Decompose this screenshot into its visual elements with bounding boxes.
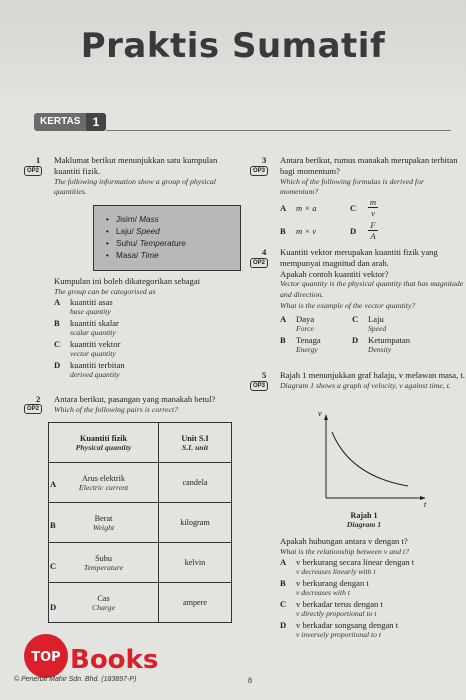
question-text: Rajah 1 menunjukkan graf halaju, v melawan masa, t.: [280, 370, 465, 380]
info-box: [93, 205, 241, 271]
col-header-quantity: Kuantiti fizik Physical quantity: [49, 423, 159, 463]
question-number: 1: [36, 155, 41, 165]
publisher-credit: © Penerbit Mahir Sdn. Bhd. (183897-P): [14, 676, 137, 683]
prompt-text: Apakah hubungan antara v dengan t?: [280, 536, 408, 546]
op-badge: OP2: [250, 258, 268, 268]
page-number: 8: [248, 676, 252, 685]
question-text: Antara berikut, rumus manakah merupakan terbitan bagi momentum?: [280, 155, 458, 176]
question-text: Maklumat berikut menunjukkan satu kumpulan kuantiti fizik.: [54, 155, 218, 176]
page-title: Praktis Sumatif: [80, 26, 386, 66]
op-badge: OP3: [250, 166, 268, 176]
diagram-caption: Rajah 1 Diagram 1: [346, 511, 382, 529]
question-text-en: Diagram 1 shows a graph of velocity, v against time, t.: [280, 380, 451, 390]
table-row[interactable]: Arus elektrik Electric current candela: [49, 463, 232, 503]
v-t-curve: [332, 432, 408, 486]
question-text-en-2: What is the example of the vector quantity?: [280, 300, 416, 310]
table-row[interactable]: Berat Weight kilogram: [49, 503, 232, 543]
prompt-text-en: What is the relationship between v and t?: [280, 546, 409, 556]
row-letter: C: [50, 561, 57, 571]
question-number: 4: [262, 247, 267, 257]
prompt-text: Kumpulan ini boleh dikategorikan sebagai: [54, 276, 201, 286]
question-text-en: Which of the following formulas is derived for momentum?: [280, 176, 425, 197]
question-number: 3: [262, 155, 267, 165]
question-text-en: The following information show a group of physical quantities.: [54, 176, 216, 197]
x-axis-label: t: [424, 500, 427, 509]
prompt-text-en: The group can be categorised as: [54, 286, 156, 296]
question-text: Antara berikut, pasangan yang manakah betul?: [54, 394, 216, 404]
row-letter: D: [50, 602, 57, 612]
col-header-unit: Unit S.I S.I. unit: [159, 423, 232, 463]
section-tab: [34, 113, 106, 131]
info-item: • Suhu/ Temperature: [106, 238, 186, 250]
y-axis-arrow: [324, 414, 328, 420]
question-text-en: Which of the following pairs is correct?: [54, 404, 179, 414]
question-number: 5: [262, 370, 267, 380]
question-text: Kuantiti vektor merupakan kuantiti fizik yang mempunyai magnitud dan arah.: [280, 247, 438, 268]
logo-badge-text: TOP: [31, 650, 61, 665]
table-row[interactable]: Suhu Temperature kelvin: [49, 543, 232, 583]
op-badge: OP3: [250, 381, 268, 391]
option-d[interactable]: D F A: [350, 220, 390, 244]
table-row[interactable]: Cas Charge ampere: [49, 583, 232, 623]
logo-text: Books: [70, 645, 159, 675]
info-item: • Masa/ Time: [106, 250, 186, 262]
question-number: 2: [36, 394, 41, 404]
option-c[interactable]: C m v: [350, 197, 377, 218]
velocity-time-graph: [312, 410, 432, 510]
question-1-prompt: [54, 276, 244, 298]
row-letter: B: [50, 520, 56, 530]
info-item: • Jisim/ Mass: [106, 214, 186, 226]
section-label: KERTAS: [40, 116, 81, 127]
question-text-2: Apakah contoh kuantiti vektor?: [280, 268, 389, 279]
question-5-prompt: [280, 536, 460, 558]
y-axis-label: v: [318, 410, 322, 418]
row-letter: A: [50, 479, 57, 489]
op-badge: OP2: [24, 404, 42, 414]
answer-table: [48, 422, 232, 623]
info-item: • Laju/ Speed: [106, 226, 186, 238]
question-text-en: Vector quantity is the physical quantity that has magnitude and direction.: [280, 279, 464, 300]
section-number: 1: [86, 113, 106, 131]
section-divider: [106, 130, 451, 131]
op-badge: OP2: [24, 166, 42, 176]
